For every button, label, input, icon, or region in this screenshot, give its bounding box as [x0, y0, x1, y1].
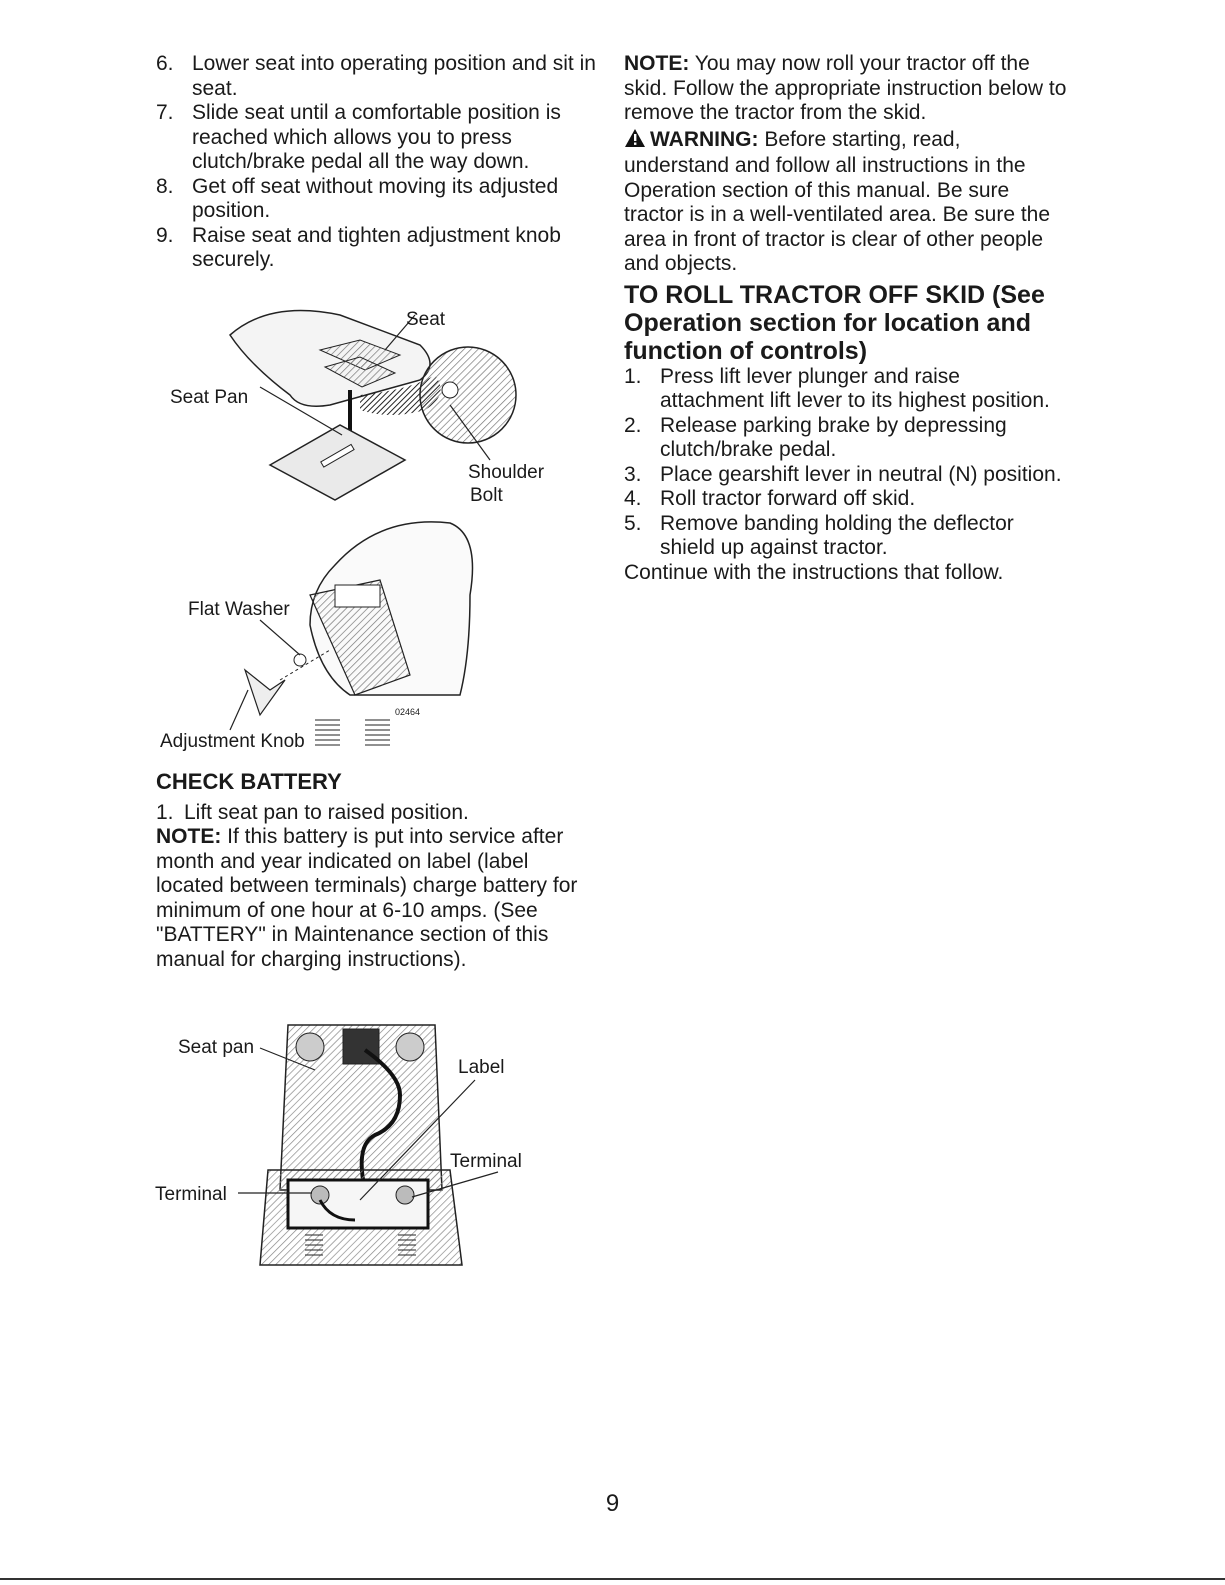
- label-terminal-right: Terminal: [450, 1151, 522, 1172]
- label-label: Label: [458, 1057, 505, 1078]
- bolt-detail-circle: [420, 347, 516, 443]
- battery-note: NOTE: If this battery is put into service after month and year indicated on label (label located between terminals) charge battery for minimum of one hour at 6-10 amps. (See "BATTERY" in Maintenance section of this manual for charging instructions).: [156, 825, 578, 971]
- list-item: 2. Release parking brake by depressing clutch/brake pedal.: [624, 413, 1007, 461]
- label-adjustment-knob: Adjustment Knob: [160, 731, 305, 752]
- list-item: 8. Get off seat without moving its adjusted position.: [156, 174, 559, 222]
- label-seat: Seat: [406, 309, 446, 330]
- label-terminal-left: Terminal: [155, 1184, 227, 1205]
- roll-tractor-heading: TO ROLL TRACTOR OFF SKID (See Operation section for location and function of controls): [624, 280, 1045, 365]
- list-item: 3. Place gearshift lever in neutral (N) position.: [624, 462, 1062, 486]
- label-seat-pan: Seat Pan: [170, 387, 249, 408]
- seat-steps-list: [156, 52, 596, 273]
- list-item: 1. Press lift lever plunger and raise attachment lift lever to its highest position.: [624, 364, 1050, 412]
- battery-steps-list: [156, 801, 596, 826]
- skid-note: NOTE: You may now roll your tractor off the skid. Follow the appropriate instruction below to remove the tractor from the skid.: [624, 52, 1067, 124]
- part-code: 02464: [395, 707, 421, 717]
- list-item: 5. Remove banding holding the deflector shield up against tractor.: [624, 511, 1014, 559]
- list-item: 4. Roll tractor forward off skid.: [624, 487, 916, 510]
- roll-steps-list: [624, 365, 1069, 561]
- continue-text: Continue with the instructions that follow.: [624, 560, 1004, 584]
- label-seat-pan-2: Seat pan: [178, 1037, 255, 1058]
- seat-assembly-figure: [150, 295, 590, 765]
- check-battery-heading: CHECK BATTERY: [156, 769, 342, 794]
- warning-paragraph: WARNING: Before starting, read, understand and follow all instructions in the Operation section of this manual. Be sure tractor is in a well-ventilated area. Be sure the area in front of tractor is clear of other people and objects.: [624, 127, 1051, 275]
- list-item: 6. Lower seat into operating position and sit in seat.: [156, 52, 596, 100]
- bottom-divider: [0, 1578, 1225, 1580]
- list-item: 1. Lift seat pan to raised position.: [156, 800, 469, 824]
- label-flat-washer: Flat Washer: [188, 599, 290, 620]
- right-column: [624, 52, 1069, 585]
- left-column-steps: [156, 52, 596, 273]
- list-item: 7. Slide seat until a comfortable position is reached which allows you to press clutch/brake pedal all the way down.: [156, 101, 561, 173]
- page-number: 9: [605, 1490, 620, 1517]
- spring-drawing: [315, 720, 390, 745]
- warning-triangle-icon: [624, 128, 646, 155]
- label-bolt: Bolt: [470, 485, 503, 506]
- check-battery-section: [156, 770, 596, 972]
- seat-pan-plate-drawing: [270, 425, 405, 500]
- label-shoulder: Shoulder: [468, 462, 545, 483]
- battery-figure: [150, 1015, 570, 1285]
- list-item: 9. Raise seat and tighten adjustment knob securely.: [156, 223, 561, 271]
